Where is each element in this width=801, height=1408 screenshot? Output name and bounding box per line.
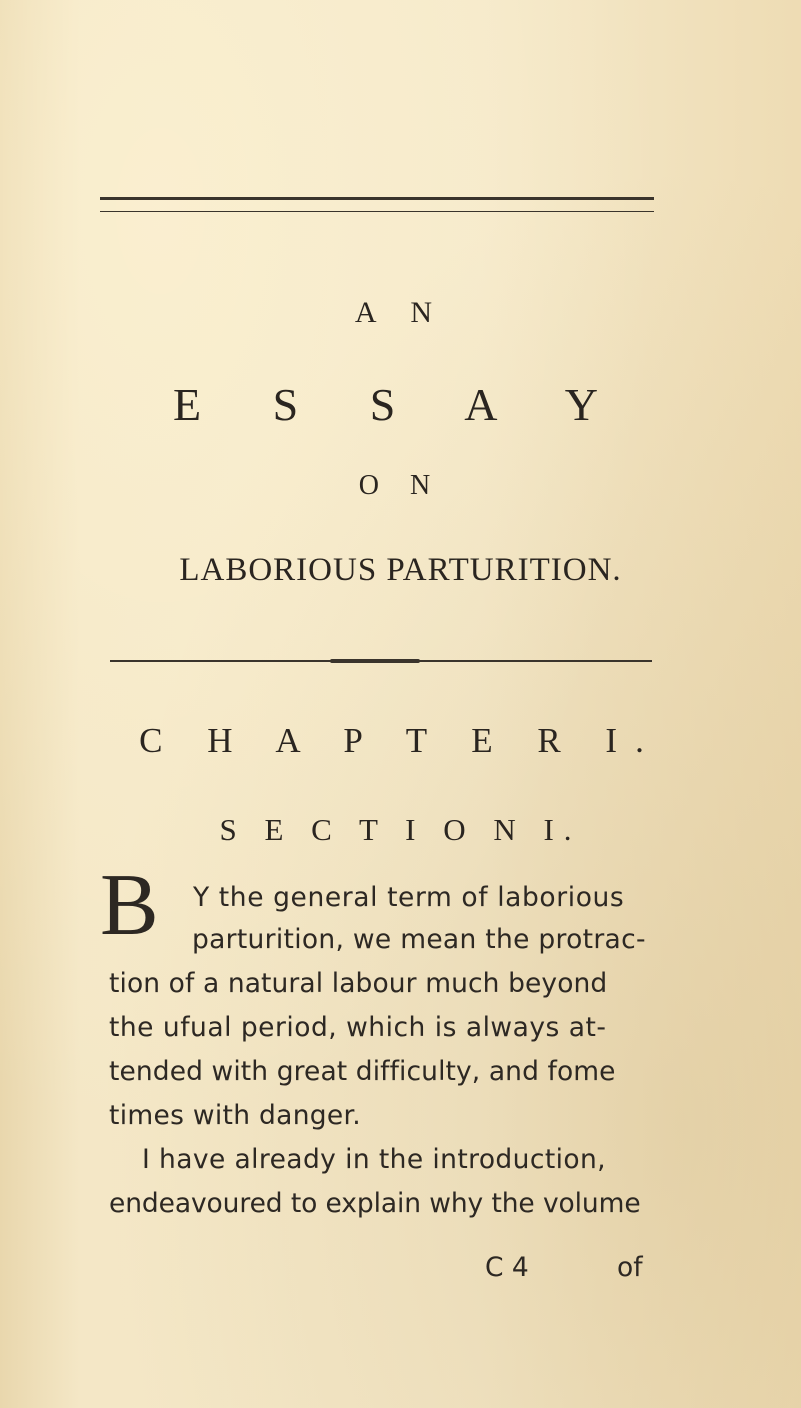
drop-cap: B bbox=[100, 857, 159, 954]
title-essay: E S S A Y bbox=[173, 379, 628, 430]
paragraph-line: times with danger. bbox=[109, 1100, 362, 1131]
paragraph-line: tion of a natural labour much beyond bbox=[109, 968, 608, 999]
chapter-heading: C H A P T E R I. bbox=[139, 721, 662, 760]
title-subject: LABORIOUS PARTURITION. bbox=[179, 552, 622, 588]
paragraph-line: Y the general term of laborious bbox=[193, 882, 625, 913]
middle-rule-swell bbox=[330, 659, 420, 663]
paragraph-line: the ufual period, which is always at- bbox=[109, 1012, 607, 1043]
catchword: of bbox=[617, 1252, 643, 1283]
section-heading: S E C T I O N I. bbox=[219, 812, 582, 847]
signature-mark: C 4 bbox=[485, 1252, 529, 1283]
paragraph-line: tended with great difficulty, and fome bbox=[109, 1056, 616, 1087]
title-on: O N bbox=[358, 470, 443, 501]
title-an: A N bbox=[354, 296, 447, 329]
paragraph-line: parturition, we mean the protrac- bbox=[192, 924, 646, 955]
paragraph-line: I have already in the introduction, bbox=[142, 1144, 607, 1175]
top-rule-thin bbox=[100, 211, 654, 212]
paragraph-line: endeavoured to explain why the volume bbox=[109, 1188, 641, 1219]
top-rule-thick bbox=[100, 197, 654, 200]
